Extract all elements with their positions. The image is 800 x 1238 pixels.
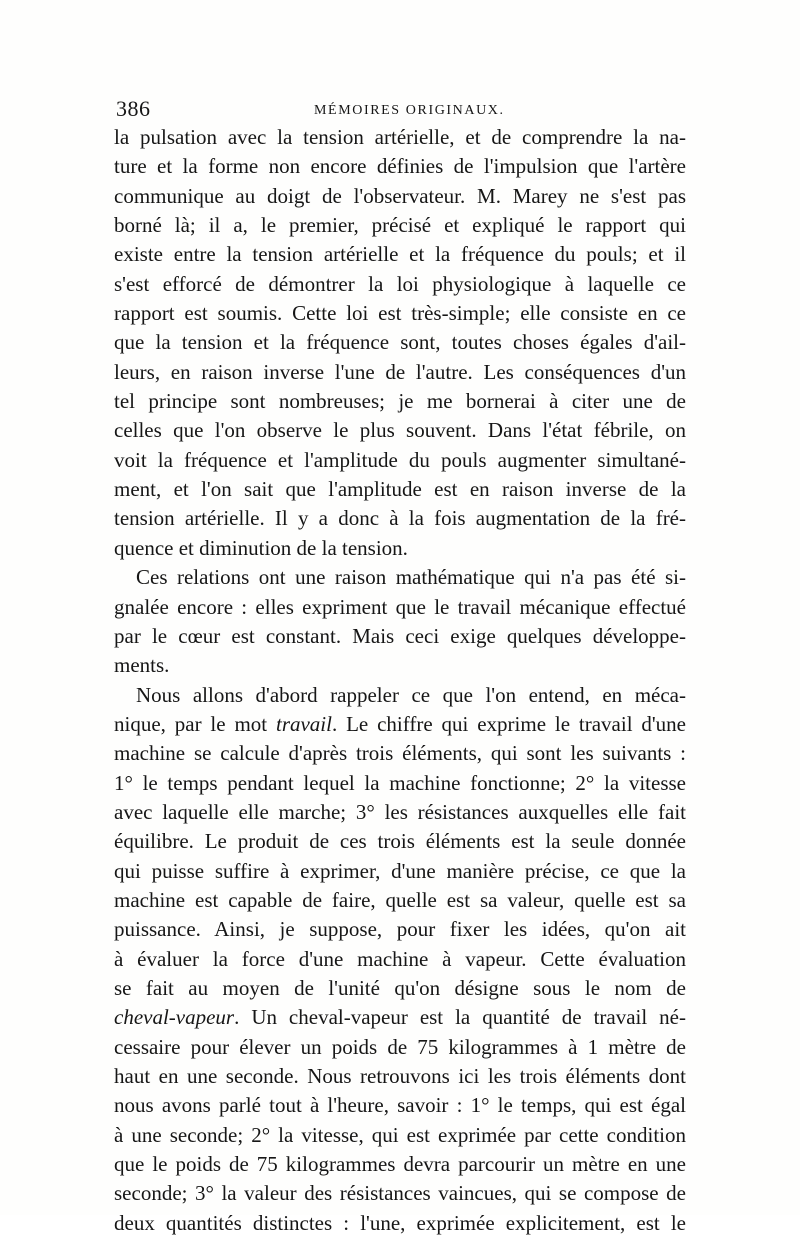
text-line: celles que l'on observe le plus souvent. Dans l'état fébrile, on bbox=[114, 418, 686, 443]
italic-term: travail bbox=[275, 711, 332, 736]
text-line: seconde; 3° la valeur des résistances vaincues, qui se compose de bbox=[114, 1181, 686, 1206]
text-line: par le cœur est constant. Mais ceci exige quelques développe- bbox=[114, 623, 686, 648]
text-line: la pulsation avec la tension artérielle, et de comprendre la na- bbox=[114, 125, 686, 149]
text-line: se fait au moyen de l'unité qu'on désigne sous le nom de bbox=[114, 975, 686, 1000]
paragraph-end-line: ments. bbox=[114, 653, 170, 678]
text-line: leurs, en raison inverse l'une de l'autre. Les conséquences d'un bbox=[114, 359, 686, 384]
running-head: MÉMOIRES ORIGINAUX. bbox=[314, 103, 505, 118]
text-line: que le poids de 75 kilogrammes devra parcourir un mètre en une bbox=[114, 1152, 686, 1177]
paragraph-end-line: quence et diminution de la tension. bbox=[114, 535, 408, 560]
page-number: 386 bbox=[116, 96, 151, 121]
text-line-with-italic bbox=[114, 1003, 686, 1032]
text-line: communique au doigt de l'observateur. M. Marey ne s'est pas bbox=[114, 183, 686, 208]
text-line: à une seconde; 2° la vitesse, qui est exprimée par cette condition bbox=[114, 1122, 686, 1147]
text-line: tension artérielle. Il y a donc à la fois augmentation de la fré- bbox=[114, 506, 686, 531]
text-line-with-italic bbox=[114, 710, 686, 739]
text-line: voit la fréquence et l'amplitude du pouls augmenter simultané- bbox=[114, 447, 686, 472]
italic-term: cheval-vapeur bbox=[114, 1005, 235, 1030]
text-line: puissance. Ainsi, je suppose, pour fixer les idées, qu'on ait bbox=[114, 917, 686, 942]
text-line: haut en une seconde. Nous retrouvons ici les trois éléments dont bbox=[114, 1064, 686, 1088]
text-line: avec laquelle elle marche; 3° les résistances auxquelles elle fait bbox=[114, 799, 686, 824]
paragraph-start-line: Ces relations ont une raison mathématique qui n'a pas été si- bbox=[136, 565, 686, 590]
text-line: 1° le temps pendant lequel la machine fonctionne; 2° la vitesse bbox=[114, 770, 686, 795]
body-text bbox=[114, 123, 686, 1238]
text-line: tel principe sont nombreuses; je me bornerai à citer une de bbox=[114, 389, 686, 414]
text-line: existe entre la tension artérielle et la fréquence du pouls; et il bbox=[114, 242, 686, 267]
text-line: équilibre. Le produit de ces trois éléments est la seule donnée bbox=[114, 829, 686, 854]
text-segment: . Un cheval-vapeur est la quantité de travail né- bbox=[234, 1005, 686, 1030]
text-line: à évaluer la force d'une machine à vapeur. Cette évaluation bbox=[114, 946, 686, 971]
text-line: ture et la forme non encore définies de l'impulsion que l'artère bbox=[114, 154, 686, 179]
text-line: deux quantités distinctes : l'une, exprimée explicitement, est le bbox=[114, 1210, 686, 1235]
text-line: s'est efforcé de démontrer la loi physiologique à laquelle ce bbox=[114, 271, 686, 296]
text-line: machine se calcule d'après trois éléments, qui sont les suivants : bbox=[114, 741, 686, 766]
text-line: borné là; il a, le premier, précisé et expliqué le rapport qui bbox=[114, 213, 686, 238]
text-segment: nique, par le mot bbox=[114, 711, 276, 736]
paragraph-start-line: Nous allons d'abord rappeler ce que l'on entend, en méca- bbox=[136, 682, 686, 707]
text-line: qui puisse suffire à exprimer, d'une manière précise, ce que la bbox=[114, 858, 686, 883]
text-line: ment, et l'on sait que l'amplitude est en raison inverse de la bbox=[114, 477, 686, 502]
text-line: machine est capable de faire, quelle est sa valeur, quelle est sa bbox=[114, 887, 686, 912]
text-line: gnalée encore : elles expriment que le travail mécanique effectué bbox=[114, 594, 686, 619]
page-header bbox=[116, 94, 676, 124]
text-line: que la tension et la fréquence sont, toutes choses égales d'ail- bbox=[114, 330, 686, 355]
text-line: cessaire pour élever un poids de 75 kilogrammes à 1 mètre de bbox=[114, 1034, 686, 1059]
text-line: nous avons parlé tout à l'heure, savoir : 1° le temps, qui est égal bbox=[114, 1093, 686, 1118]
text-line: rapport est soumis. Cette loi est très-simple; elle consiste en ce bbox=[114, 301, 686, 326]
text-segment: . Le chiffre qui exprime le travail d'une bbox=[331, 711, 687, 736]
